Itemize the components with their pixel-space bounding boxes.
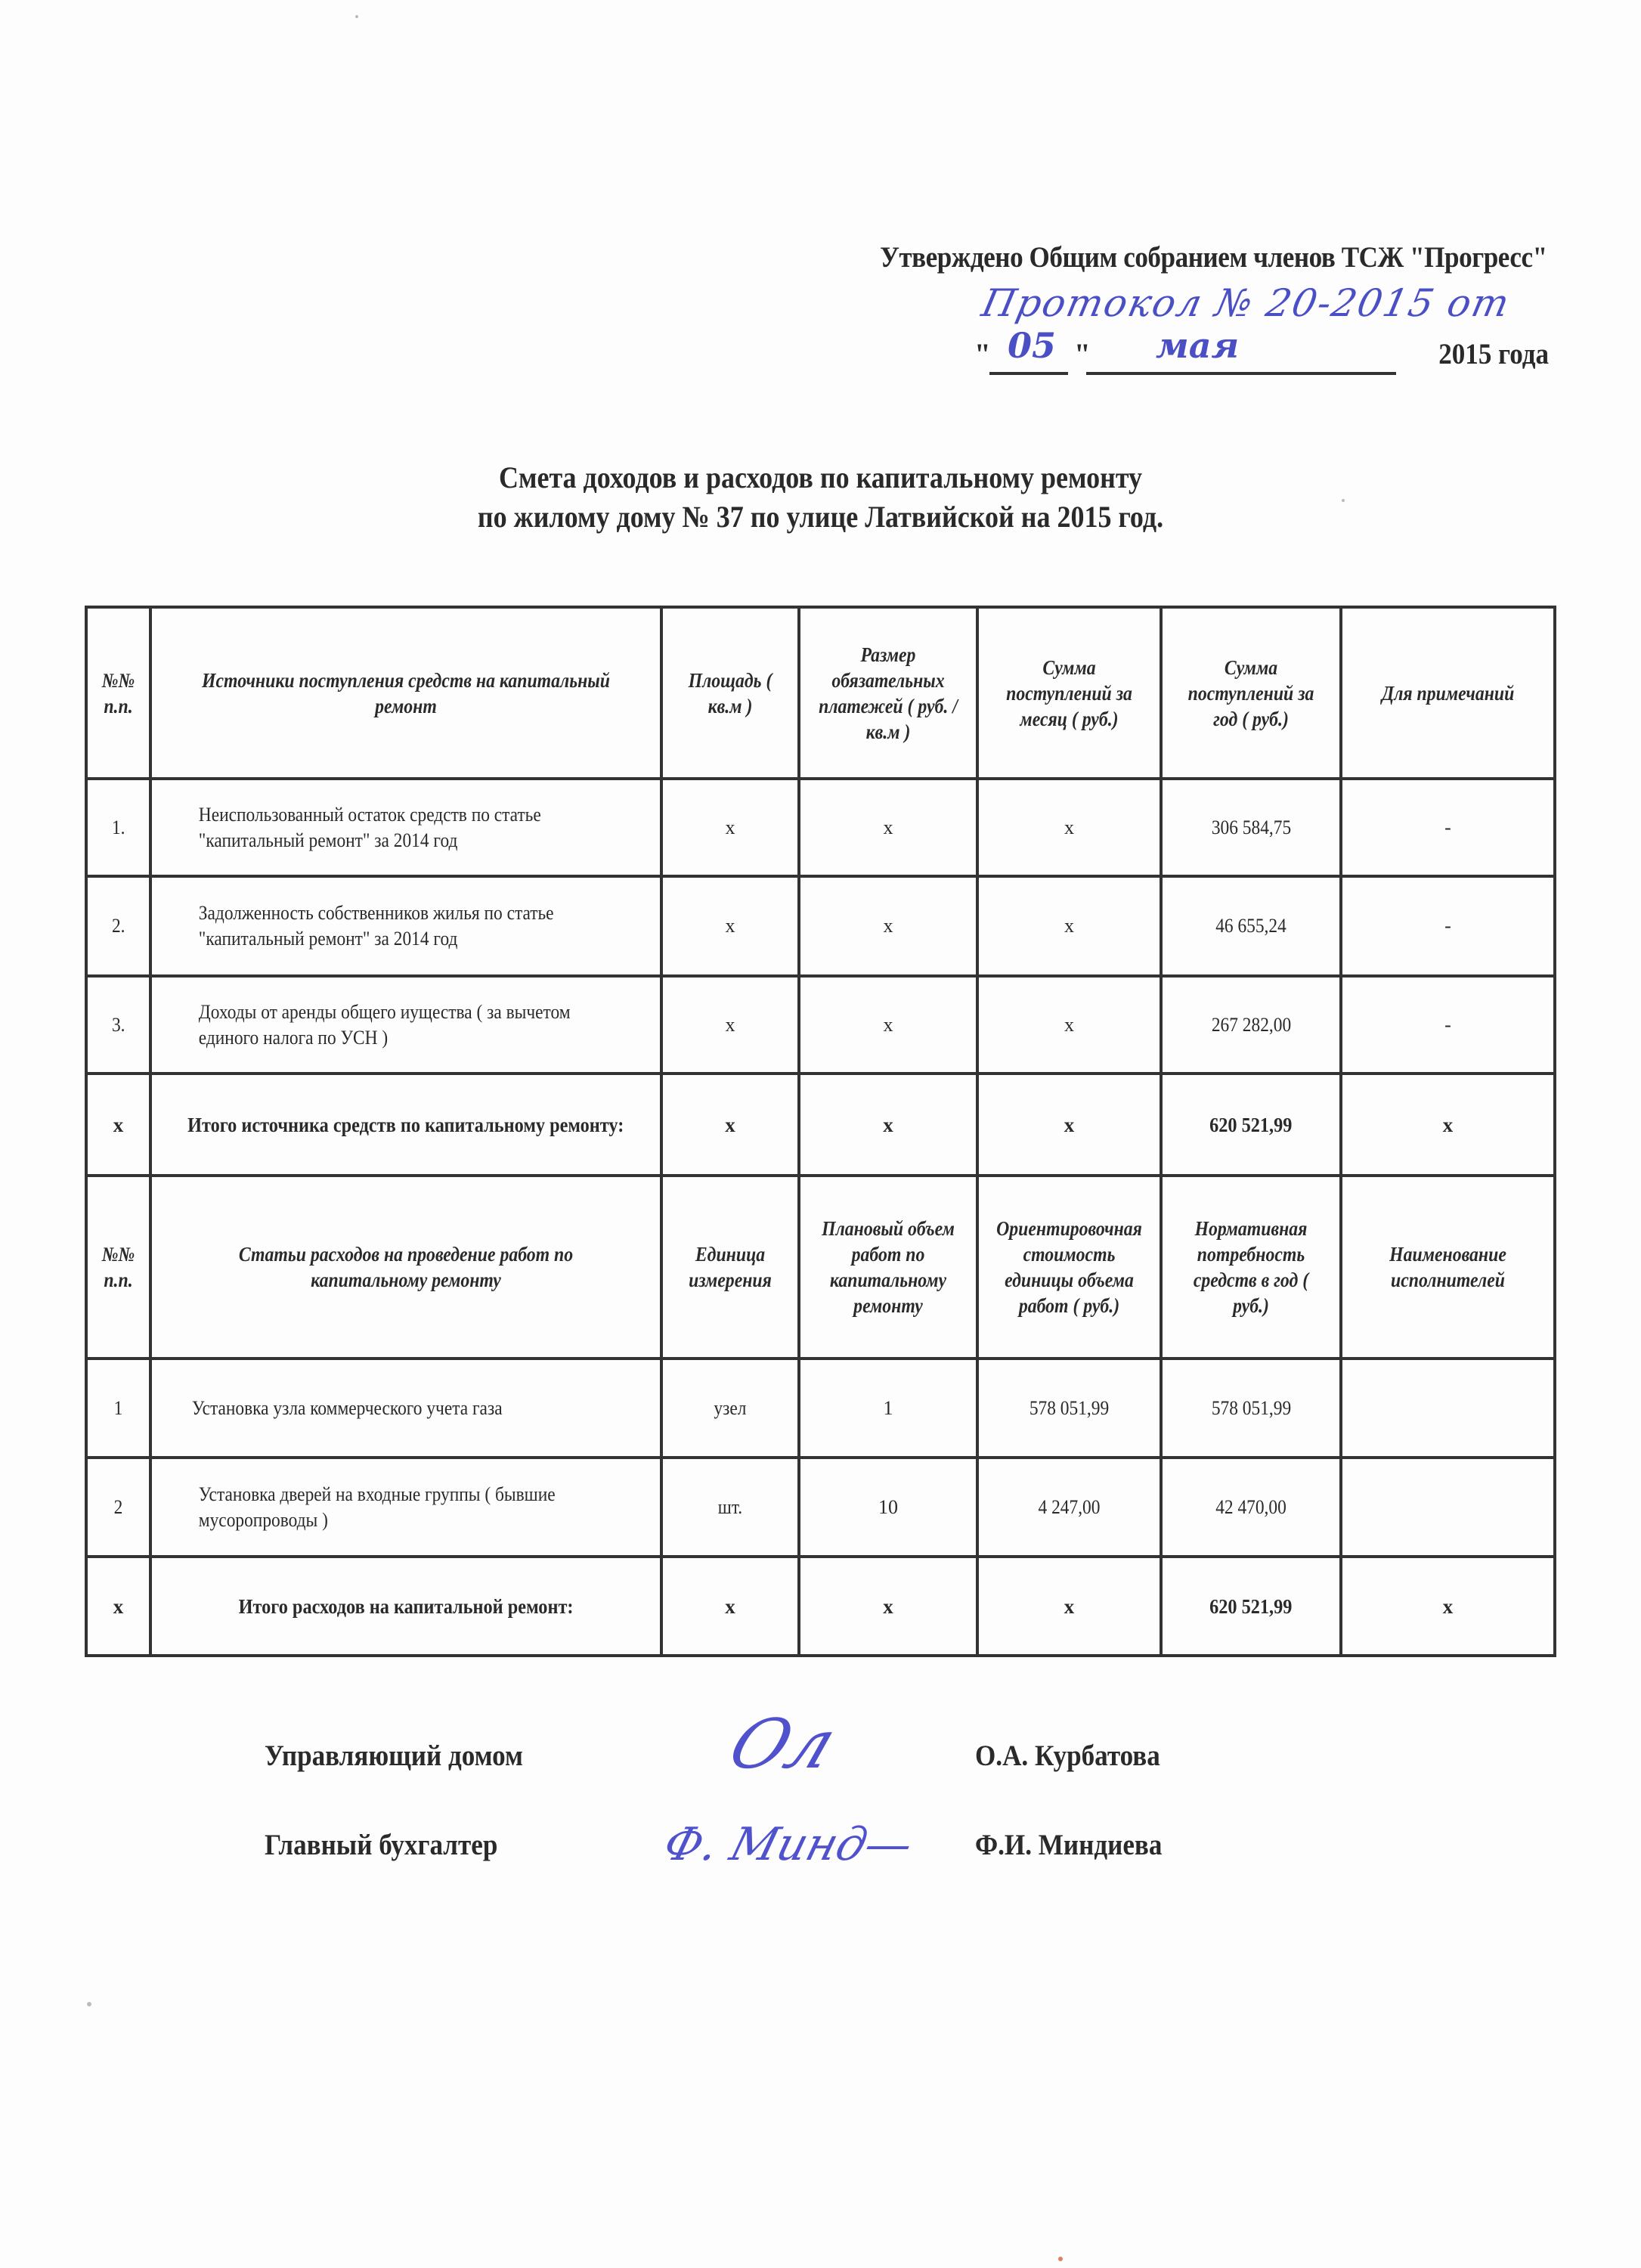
scan-speck <box>87 2002 91 2006</box>
row-rate: x <box>799 976 977 1074</box>
row-month: x <box>977 976 1161 1074</box>
row-note: - <box>1341 876 1555 976</box>
total-rate: x <box>799 1074 977 1176</box>
row-contractor <box>1341 1359 1555 1458</box>
row-unit: узел <box>661 1359 799 1458</box>
row-unit: шт. <box>661 1458 799 1557</box>
row-source-name: Доходы от аренды общего иущества ( за вычетом единого налога по УСН ) <box>150 976 661 1074</box>
total-year: 620 521,99 <box>1161 1074 1341 1176</box>
handwritten-protocol-number: Протокол № 20-2015 от <box>977 281 1515 325</box>
expense-header-item: Статьи расходов на проведение работ по капитальному ремонту <box>150 1176 661 1359</box>
total-num: x <box>86 1074 150 1176</box>
expense-header-row <box>86 1176 1555 1359</box>
total-label: Итого источника средств по капитальному ремонту: <box>150 1074 661 1176</box>
expense-header-qty: Плановый объем работ по капитальному ремонту <box>799 1176 977 1359</box>
row-num: 2 <box>86 1458 150 1557</box>
income-header-row <box>86 607 1555 779</box>
row-note: - <box>1341 976 1555 1074</box>
scan-speck <box>1342 499 1345 502</box>
signature-role-accountant: Главный бухгалтер <box>265 1829 498 1861</box>
approval-year: 2015 года <box>1438 338 1549 370</box>
row-unit-cost: 578 051,99 <box>977 1359 1161 1458</box>
day-underline <box>989 372 1068 375</box>
row-area: x <box>661 876 799 976</box>
row-unit-cost: 4 247,00 <box>977 1458 1161 1557</box>
expense-header-contractor: Наименование исполнителей <box>1341 1176 1555 1359</box>
row-num: 3. <box>86 976 150 1074</box>
row-rate: x <box>799 876 977 976</box>
row-qty: 10 <box>799 1458 977 1557</box>
income-row <box>86 976 1555 1074</box>
total-note: x <box>1341 1074 1555 1176</box>
row-area: x <box>661 976 799 1074</box>
signature-ink-manager: Ол <box>718 1705 847 1784</box>
income-header-rate: Размер обязательных платежей ( руб. / кв.м ) <box>799 607 977 779</box>
row-rate: x <box>799 779 977 876</box>
signature-name-accountant: Ф.И. Миндиева <box>975 1829 1163 1861</box>
total-area: x <box>661 1074 799 1176</box>
income-row <box>86 876 1555 976</box>
row-source-name: Задолженность собственников жилья по статье "капитальный ремонт" за 2014 год <box>150 876 661 976</box>
income-row <box>86 779 1555 876</box>
row-note: - <box>1341 779 1555 876</box>
expense-header-unit-cost: Ориентировочная стоимость единицы объема работ ( руб.) <box>977 1176 1161 1359</box>
signature-name-manager: О.А. Курбатова <box>975 1740 1160 1772</box>
signature-ink-accountant: Ф. Минд— <box>658 1818 918 1871</box>
expense-row <box>86 1458 1555 1557</box>
row-contractor <box>1341 1458 1555 1557</box>
handwritten-month: мая <box>1156 325 1240 366</box>
total-unit: x <box>661 1557 799 1656</box>
income-header-month: Сумма поступлений за месяц ( руб.) <box>977 607 1161 779</box>
month-underline <box>1086 372 1396 375</box>
expense-header-annual: Нормативная потребность средств в год ( руб.) <box>1161 1176 1341 1359</box>
row-num: 2. <box>86 876 150 976</box>
quote-close: " <box>1074 338 1091 370</box>
quote-open: " <box>974 338 991 370</box>
document-title <box>0 458 1641 537</box>
row-num: 1. <box>86 779 150 876</box>
scan-speck <box>1058 2257 1063 2261</box>
row-month: x <box>977 779 1161 876</box>
total-unit-cost: x <box>977 1557 1161 1656</box>
total-month: x <box>977 1074 1161 1176</box>
income-header-num: №№ п.п. <box>86 607 150 779</box>
approval-statement: Утверждено Общим собранием членов ТСЖ "Прогресс" <box>880 241 1547 274</box>
expense-total-row <box>86 1557 1555 1656</box>
row-item-name: Установка узла коммерческого учета газа <box>150 1359 661 1458</box>
row-area: x <box>661 779 799 876</box>
handwritten-day: 05 <box>1008 325 1057 366</box>
income-header-year: Сумма поступлений за год ( руб.) <box>1161 607 1341 779</box>
row-year: 46 655,24 <box>1161 876 1341 976</box>
row-annual: 578 051,99 <box>1161 1359 1341 1458</box>
row-qty: 1 <box>799 1359 977 1458</box>
row-item-name: Установка дверей на входные группы ( бывшие мусоропроводы ) <box>150 1458 661 1557</box>
expense-header-unit: Единица измерения <box>661 1176 799 1359</box>
signature-role-manager: Управляющий домом <box>265 1740 523 1772</box>
row-year: 306 584,75 <box>1161 779 1341 876</box>
income-header-area: Площадь ( кв.м ) <box>661 607 799 779</box>
total-annual: 620 521,99 <box>1161 1557 1341 1656</box>
row-num: 1 <box>86 1359 150 1458</box>
total-contractor: x <box>1341 1557 1555 1656</box>
budget-table <box>85 606 1556 1657</box>
total-num: x <box>86 1557 150 1656</box>
title-line-2: по жилому дому № 37 по улице Латвийской на 2015 год. <box>477 500 1164 534</box>
income-total-row <box>86 1074 1555 1176</box>
expense-row <box>86 1359 1555 1458</box>
row-month: x <box>977 876 1161 976</box>
row-annual: 42 470,00 <box>1161 1458 1341 1557</box>
title-line-1: Смета доходов и расходов по капитальному ремонту <box>498 460 1143 494</box>
expense-header-num: №№ п.п. <box>86 1176 150 1359</box>
income-header-source: Источники поступления средств на капитальный ремонт <box>150 607 661 779</box>
total-label: Итого расходов на капитальной ремонт: <box>150 1557 661 1656</box>
row-year: 267 282,00 <box>1161 976 1341 1074</box>
scan-speck <box>355 15 358 18</box>
income-header-note: Для примечаний <box>1341 607 1555 779</box>
approval-date <box>974 325 1549 378</box>
row-source-name: Неиспользованный остаток средств по статье "капитальный ремонт" за 2014 год <box>150 779 661 876</box>
total-qty: x <box>799 1557 977 1656</box>
